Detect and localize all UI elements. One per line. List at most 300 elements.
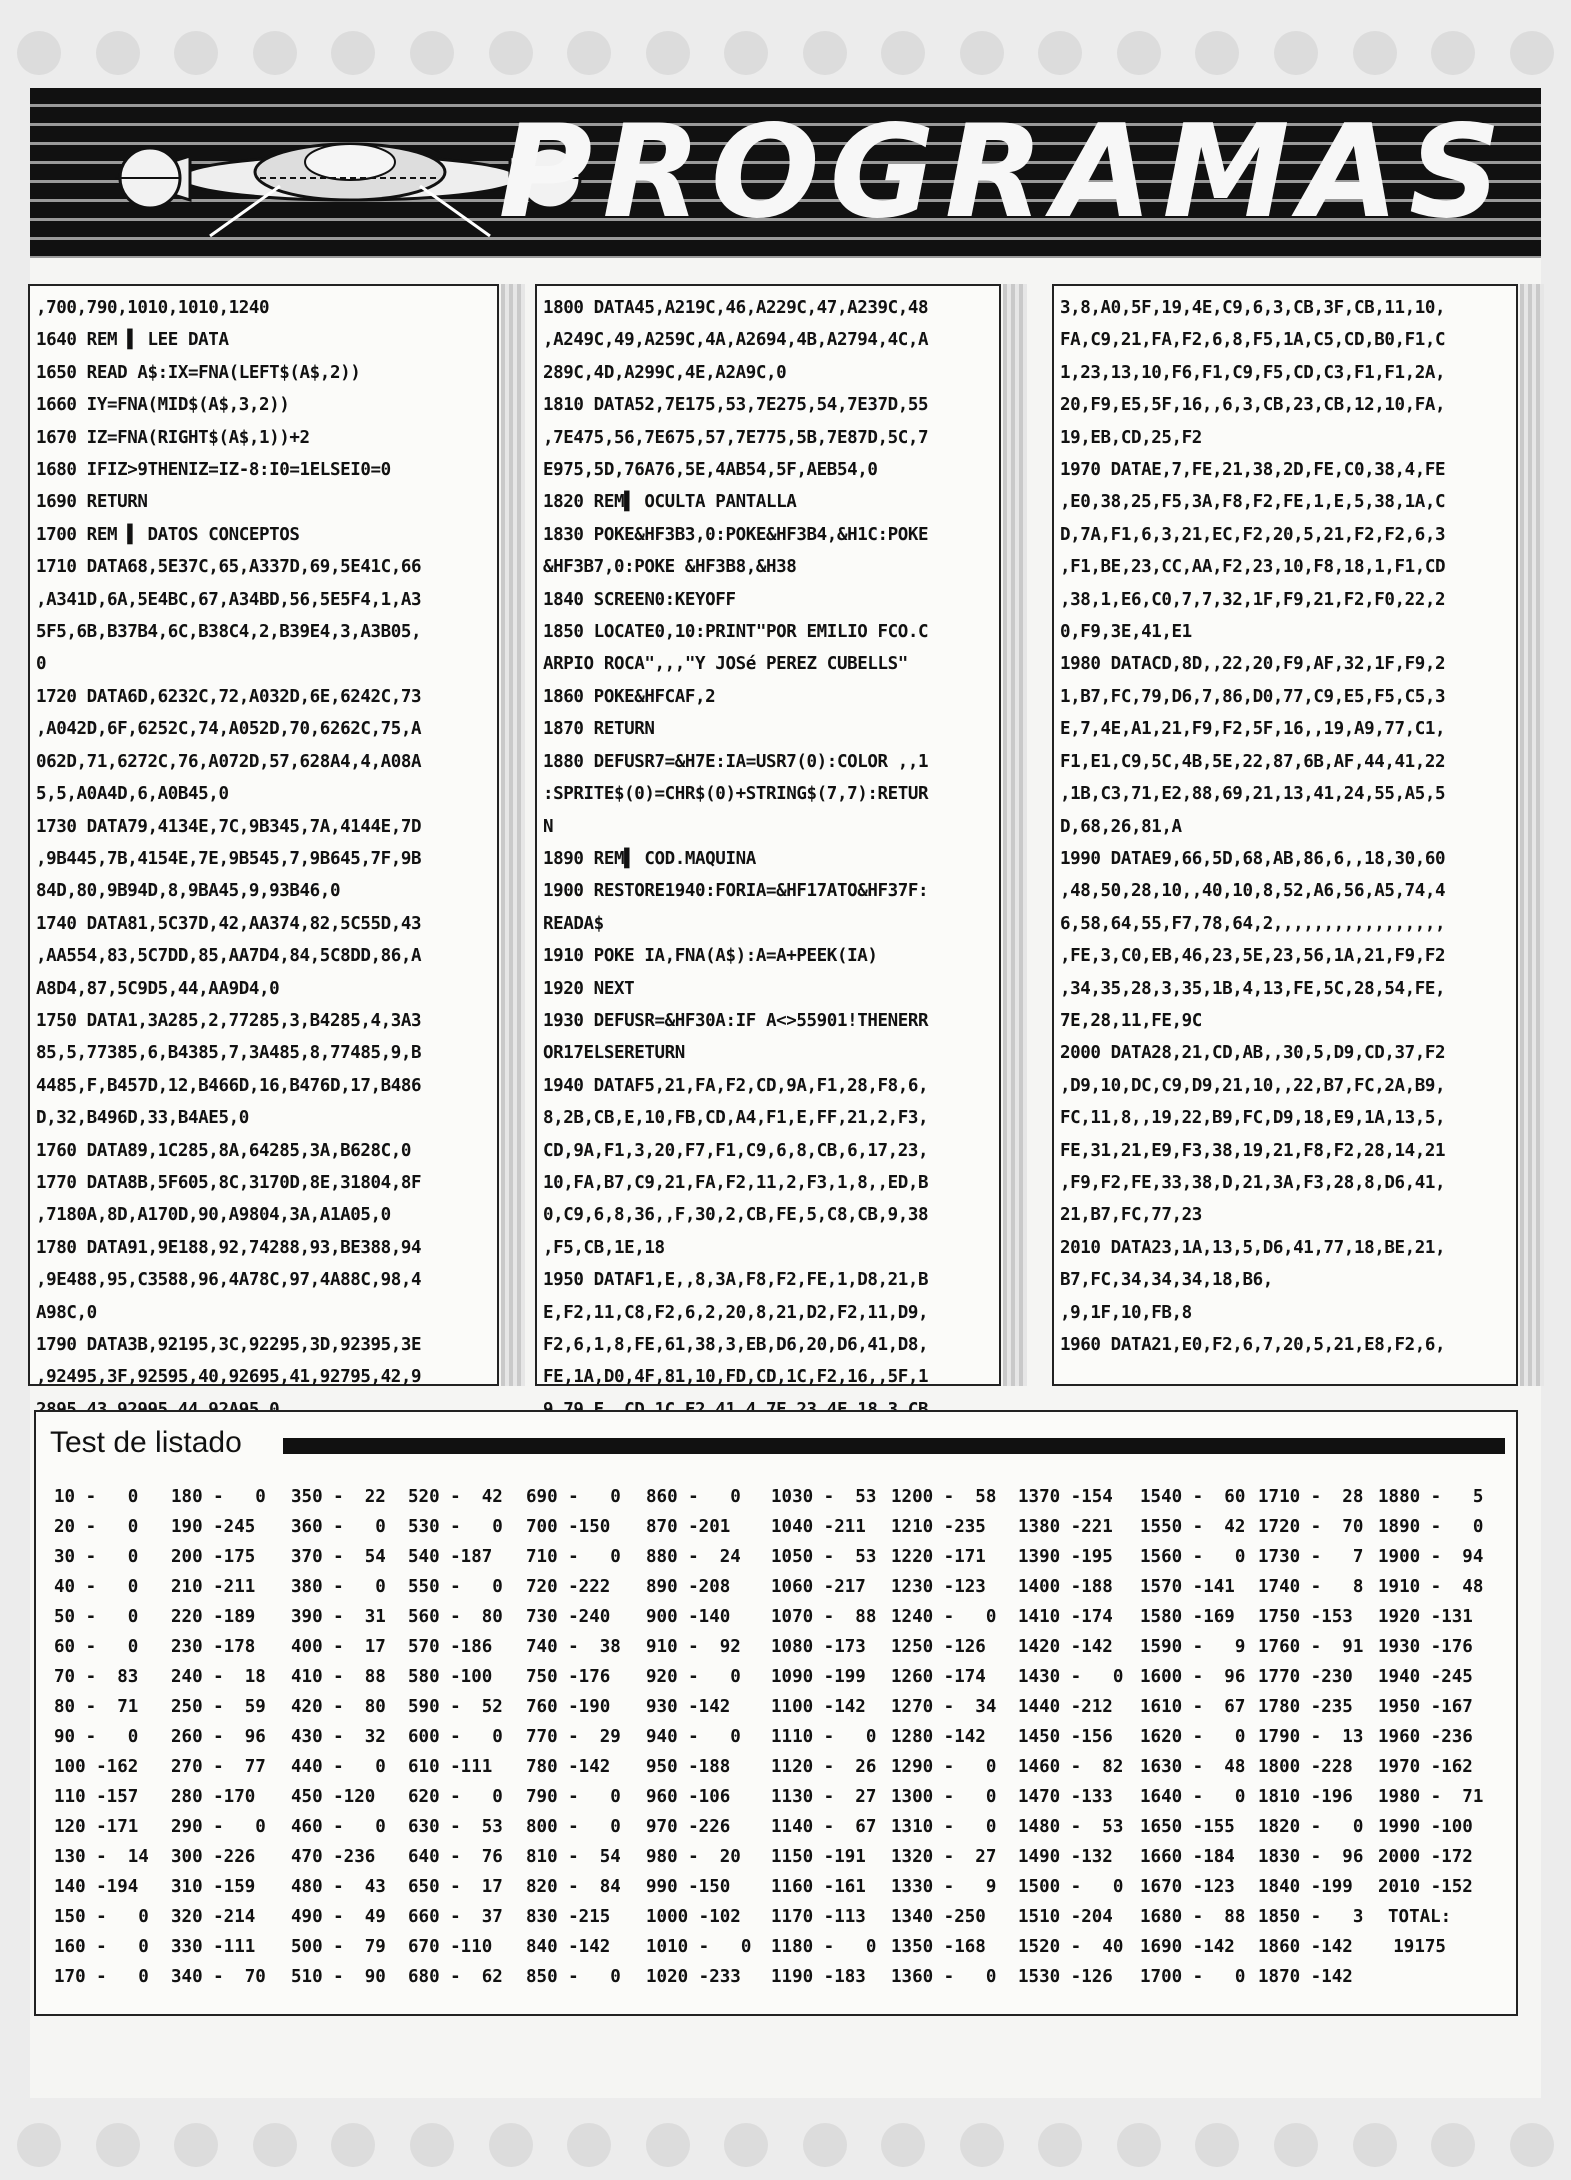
- checksum-entry: 470 -236: [291, 1847, 376, 1867]
- checksum-entry: 1900 - 94: [1378, 1547, 1484, 1567]
- checksum-entry: 1000 -102: [646, 1907, 741, 1927]
- checksum-entry: 1370 -154: [1018, 1487, 1113, 1507]
- code-line: 1700 REM ▌ DATOS CONCEPTOS: [36, 524, 300, 545]
- checksum-entry: 1110 - 0: [771, 1727, 877, 1747]
- checksum-entry: 1820 - 0: [1258, 1817, 1364, 1837]
- checksum-entry: 610 -111: [408, 1757, 493, 1777]
- checksum-entry: 540 -187: [408, 1547, 493, 1567]
- checksum-entry: 260 - 96: [171, 1727, 266, 1747]
- checksum-entry: 1440 -212: [1018, 1697, 1113, 1717]
- checksum-entry: 500 - 79: [291, 1937, 386, 1957]
- checksum-entry: 570 -186: [408, 1637, 493, 1657]
- code-line: 1890 REM▌ COD.MAQUINA: [543, 848, 756, 869]
- checksum-entry: 20 - 0: [54, 1517, 139, 1537]
- code-line: A98C,0: [36, 1302, 97, 1323]
- code-line: ,E0,38,25,F5,3A,F8,F2,FE,1,E,5,38,1A,C: [1060, 492, 1446, 513]
- checksum-entry: 1980 - 71: [1378, 1787, 1484, 1807]
- checksum-entry: 1030 - 53: [771, 1487, 877, 1507]
- checksum-entry: 1860 -142: [1258, 1937, 1353, 1957]
- checksum-entry: 800 - 0: [526, 1817, 621, 1837]
- code-line: 1760 DATA89,1C285,8A,64285,3A,B628C,0: [36, 1140, 412, 1161]
- checksum-entry: 130 - 14: [54, 1847, 149, 1867]
- checksum-entry: 490 - 49: [291, 1907, 386, 1927]
- code-line: ,F9,F2,FE,33,38,D,21,3A,F3,28,8,D6,41,: [1060, 1172, 1446, 1193]
- checksum-entry: 1930 -176: [1378, 1637, 1473, 1657]
- code-line: 1680 IFIZ>9THENIZ=IZ-8:I0=1ELSEI0=0: [36, 460, 391, 481]
- code-line: 84D,80,9B94D,8,9BA45,9,93B46,0: [36, 881, 341, 902]
- code-line: 1710 DATA68,5E37C,65,A337D,69,5E41C,66: [36, 557, 422, 578]
- checksum-entry: 1020 -233: [646, 1967, 741, 1987]
- code-line: FA,C9,21,FA,F2,6,8,F5,1A,C5,CD,B0,F1,C: [1060, 330, 1446, 351]
- checksum-entry: 1310 - 0: [891, 1817, 997, 1837]
- checksum-entry: 1730 - 7: [1258, 1547, 1364, 1567]
- checksum-entry: 90 - 0: [54, 1727, 139, 1747]
- checksum-entry: 820 - 84: [526, 1877, 621, 1897]
- checksum-entry: 650 - 17: [408, 1877, 503, 1897]
- checksum-entry: 1500 - 0: [1018, 1877, 1124, 1897]
- checksum-entry: 900 -140: [646, 1607, 731, 1627]
- checksum-entry: 1480 - 53: [1018, 1817, 1124, 1837]
- checksum-entry: 140 -194: [54, 1877, 139, 1897]
- checksum-entry: 660 - 37: [408, 1907, 503, 1927]
- code-line: 5,5,A0A4D,6,A0B45,0: [36, 784, 229, 805]
- listing-column-1: [28, 284, 499, 1386]
- checksum-entry: 680 - 62: [408, 1967, 503, 1987]
- code-line: 1910 POKE IA,FNA(A$):A=A+PEEK(IA): [543, 946, 878, 967]
- checksum-entry: 1260 -174: [891, 1667, 986, 1687]
- checksum-entry: 1140 - 67: [771, 1817, 877, 1837]
- checksum-total: [1388, 1902, 1451, 1962]
- checksum-entry: 640 - 76: [408, 1847, 503, 1867]
- checksum-entry: 1880 - 5: [1378, 1487, 1484, 1507]
- checksum-entry: 1720 - 70: [1258, 1517, 1364, 1537]
- code-line: 1930 DEFUSR=&HF30A:IF A<>55901!THENERR: [543, 1010, 929, 1031]
- code-line: 1820 REM▌ OCULTA PANTALLA: [543, 492, 797, 513]
- checksum-entry: 750 -176: [526, 1667, 611, 1687]
- checksum-entry: 1450 -156: [1018, 1727, 1113, 1747]
- checksum-entry: 1410 -174: [1018, 1607, 1113, 1627]
- checksum-entry: 780 -142: [526, 1757, 611, 1777]
- code-line: 4485,F,B457D,12,B466D,16,B476D,17,B486: [36, 1075, 422, 1096]
- code-line: 1720 DATA6D,6232C,72,A032D,6E,6242C,73: [36, 686, 422, 707]
- code-line: 1670 IZ=FNA(RIGHT$(A$,1))+2: [36, 427, 310, 448]
- code-line: 10,FA,B7,C9,21,FA,F2,11,2,F3,1,8,,ED,B: [543, 1172, 929, 1193]
- code-line: 1750 DATA1,3A285,2,77285,3,B4285,4,3A3: [36, 1010, 422, 1031]
- title-rule: [283, 1438, 1505, 1454]
- code-line: ,34,35,28,3,35,1B,4,13,FE,5C,28,54,FE,: [1060, 978, 1446, 999]
- checksum-entry: 1890 - 0: [1378, 1517, 1484, 1537]
- checksum-entry: 1960 -236: [1378, 1727, 1473, 1747]
- checksum-entry: 940 - 0: [646, 1727, 741, 1747]
- checksum-entry: 1850 - 3: [1258, 1907, 1364, 1927]
- checksum-entry: 2000 -172: [1378, 1847, 1473, 1867]
- code-line: D,32,B496D,33,B4AE5,0: [36, 1108, 249, 1129]
- code-line: A8D4,87,5C9D5,44,AA9D4,0: [36, 978, 280, 999]
- checksum-entry: 1520 - 40: [1018, 1937, 1124, 1957]
- checksum-column: [1378, 1482, 1483, 1902]
- checksum-entry: 1220 -171: [891, 1547, 986, 1567]
- code-line: 1650 READ A$:IX=FNA(LEFT$(A$,2)): [36, 362, 361, 383]
- section-title: PROGRAMAS: [498, 98, 1511, 247]
- code-line: CD,9A,F1,3,20,F7,F1,C9,6,8,CB,6,17,23,: [543, 1140, 929, 1161]
- listing-column-3: [1052, 284, 1518, 1386]
- code-line: 0: [36, 654, 47, 675]
- checksum-entry: 120 -171: [54, 1817, 139, 1837]
- code-line: 1980 DATACD,8D,,22,20,F9,AF,32,1F,F9,2: [1060, 654, 1446, 675]
- checksum-entry: 810 - 54: [526, 1847, 621, 1867]
- code-line: 1920 NEXT: [543, 978, 635, 999]
- checksum-entry: 150 - 0: [54, 1907, 149, 1927]
- checksum-entry: 1990 -100: [1378, 1817, 1473, 1837]
- checksum-entry: 1540 - 60: [1140, 1487, 1246, 1507]
- checksum-entry: 1150 -191: [771, 1847, 866, 1867]
- checksum-entry: 1760 - 91: [1258, 1637, 1364, 1657]
- checksum-entry: 1710 - 28: [1258, 1487, 1364, 1507]
- checksum-entry: 1340 -250: [891, 1907, 986, 1927]
- code-line: ,92495,3F,92595,40,92695,41,92795,42,9: [36, 1367, 422, 1388]
- checksum-entry: 1180 - 0: [771, 1937, 877, 1957]
- checksum-entry: 1560 - 0: [1140, 1547, 1246, 1567]
- checksum-entry: 970 -226: [646, 1817, 731, 1837]
- code-line: FE,1A,D0,4F,81,10,FD,CD,1C,F2,16,,5F,1: [543, 1367, 929, 1388]
- checksum-entry: 1970 -162: [1378, 1757, 1473, 1777]
- checksum-entry: 340 - 70: [171, 1967, 266, 1987]
- code-line: B7,FC,34,34,34,18,B6,: [1060, 1270, 1273, 1291]
- code-line: 19,EB,CD,25,F2: [1060, 427, 1202, 448]
- code-line: 1970 DATAE,7,FE,21,38,2D,FE,C0,38,4,FE: [1060, 460, 1446, 481]
- checksum-entry: 350 - 22: [291, 1487, 386, 1507]
- checksum-entry: 400 - 17: [291, 1637, 386, 1657]
- code-line: &HF3B7,0:POKE &HF3B8,&H38: [543, 557, 797, 578]
- checksum-entry: 380 - 0: [291, 1577, 386, 1597]
- code-line: ,A341D,6A,5E4BC,67,A34BD,56,5E5F4,1,A3: [36, 589, 422, 610]
- code-line: ,9E488,95,C3588,96,4A78C,97,4A88C,98,4: [36, 1270, 422, 1291]
- code-line: 1780 DATA91,9E188,92,74288,93,BE388,94: [36, 1237, 422, 1258]
- checksum-entry: 60 - 0: [54, 1637, 139, 1657]
- checksum-entry: 840 -142: [526, 1937, 611, 1957]
- code-line: ,1B,C3,71,E2,88,69,21,13,41,24,55,A5,5: [1060, 784, 1446, 805]
- checksum-entry: 890 -208: [646, 1577, 731, 1597]
- checksum-entry: 960 -106: [646, 1787, 731, 1807]
- checksum-entry: 270 - 77: [171, 1757, 266, 1777]
- checksum-entry: 630 - 53: [408, 1817, 503, 1837]
- code-line: ,7180A,8D,A170D,90,A9804,3A,A1A05,0: [36, 1205, 391, 1226]
- checksum-entry: 190 -245: [171, 1517, 256, 1537]
- checksum-column: [771, 1482, 876, 1992]
- checksum-entry: 720 -222: [526, 1577, 611, 1597]
- code-line: 2010 DATA23,1A,13,5,D6,41,77,18,BE,21,: [1060, 1237, 1446, 1258]
- checksum-entry: 850 - 0: [526, 1967, 621, 1987]
- bottom-decorative-dots: [0, 2110, 1571, 2180]
- checksum-entry: 240 - 18: [171, 1667, 266, 1687]
- checksum-entry: 1090 -199: [771, 1667, 866, 1687]
- checksum-entry: 1920 -131: [1378, 1607, 1473, 1627]
- code-line: ,48,50,28,10,,40,10,8,52,A6,56,A5,74,4: [1060, 881, 1446, 902]
- code-line: 1790 DATA3B,92195,3C,92295,3D,92395,3E: [36, 1335, 422, 1355]
- checksum-entry: 1640 - 0: [1140, 1787, 1246, 1807]
- checksum-entry: 370 - 54: [291, 1547, 386, 1567]
- checksum-entry: 670 -110: [408, 1937, 493, 1957]
- code-line: 1640 REM ▌ LEE DATA: [36, 330, 229, 351]
- checksum-entry: 1350 -168: [891, 1937, 986, 1957]
- total-label: TOTAL:: [1388, 1907, 1452, 1927]
- checksum-entry: 730 -240: [526, 1607, 611, 1627]
- checksum-entry: 1200 - 58: [891, 1487, 997, 1507]
- checksum-entry: 480 - 43: [291, 1877, 386, 1897]
- code-line: OR17ELSERETURN: [543, 1043, 685, 1064]
- checksum-entry: 1330 - 9: [891, 1877, 997, 1897]
- code-line: 1860 POKE&HFCAF,2: [543, 686, 716, 707]
- checksum-entry: 280 -170: [171, 1787, 256, 1807]
- code-line: 1870 RETURN: [543, 719, 655, 740]
- code-line: ,A249C,49,A259C,4A,A2694,4B,A2794,4C,A: [543, 330, 929, 351]
- checksum-entry: 880 - 24: [646, 1547, 741, 1567]
- checksum-entry: 1610 - 67: [1140, 1697, 1246, 1717]
- test-de-listado-box: [34, 1410, 1518, 2016]
- code-line: 1,23,13,10,F6,F1,C9,F5,CD,C3,F1,F1,2A,: [1060, 362, 1446, 383]
- checksum-entry: 1550 - 42: [1140, 1517, 1246, 1537]
- checksum-entry: 1250 -126: [891, 1637, 986, 1657]
- checksum-entry: 220 -189: [171, 1607, 256, 1627]
- checksum-entry: 1240 - 0: [891, 1607, 997, 1627]
- checksum-entry: 300 -226: [171, 1847, 256, 1867]
- code-line: FC,11,8,,19,22,B9,FC,D9,18,E9,1A,13,5,: [1060, 1108, 1446, 1129]
- checksum-entry: 1770 -230: [1258, 1667, 1353, 1687]
- code-line: ARPIO ROCA",,,"Y JOSé PEREZ CUBELLS": [543, 654, 908, 675]
- code-line: 1740 DATA81,5C37D,42,AA374,82,5C55D,43: [36, 913, 422, 934]
- checksum-entry: 1810 -196: [1258, 1787, 1353, 1807]
- magazine-page: [30, 88, 1541, 2098]
- checksum-entry: 1780 -235: [1258, 1697, 1353, 1717]
- checksum-entry: 1100 -142: [771, 1697, 866, 1717]
- checksum-entry: 50 - 0: [54, 1607, 139, 1627]
- listing-column-2: [535, 284, 1001, 1386]
- checksum-column: [1018, 1482, 1123, 1992]
- code-line: 20,F9,E5,5F,16,,6,3,CB,23,CB,12,10,FA,: [1060, 395, 1446, 416]
- checksum-entry: 1040 -211: [771, 1517, 866, 1537]
- checksum-entry: 1940 -245: [1378, 1667, 1473, 1687]
- checksum-entry: 110 -157: [54, 1787, 139, 1807]
- checksum-entry: 710 - 0: [526, 1547, 621, 1567]
- checksum-entry: 990 -150: [646, 1877, 731, 1897]
- checksum-entry: 530 - 0: [408, 1517, 503, 1537]
- code-line: ,A042D,6F,6252C,74,A052D,70,6262C,75,A: [36, 719, 422, 740]
- checksum-entry: 1380 -221: [1018, 1517, 1113, 1537]
- test-listado-title: Test de listado: [50, 1426, 242, 1459]
- checksum-column: [1258, 1482, 1363, 1992]
- code-line: ,D9,10,DC,C9,D9,21,10,,22,B7,FC,2A,B9,: [1060, 1075, 1446, 1096]
- code-line: FE,31,21,E9,F3,38,19,21,F8,F2,28,14,21: [1060, 1140, 1446, 1161]
- checksum-column: [891, 1482, 996, 1992]
- checksum-entry: 1130 - 27: [771, 1787, 877, 1807]
- checksum-entry: 180 - 0: [171, 1487, 266, 1507]
- checksum-entry: 360 - 0: [291, 1517, 386, 1537]
- code-line: 0,F9,3E,41,E1: [1060, 622, 1192, 643]
- checksum-entry: 560 - 80: [408, 1607, 503, 1627]
- checksum-entry: 1700 - 0: [1140, 1967, 1246, 1987]
- checksum-entry: 790 - 0: [526, 1787, 621, 1807]
- checksum-entry: 30 - 0: [54, 1547, 139, 1567]
- checksum-entry: 1120 - 26: [771, 1757, 877, 1777]
- checksum-entry: 250 - 59: [171, 1697, 266, 1717]
- checksum-entry: 1190 -183: [771, 1967, 866, 1987]
- checksum-entry: 1430 - 0: [1018, 1667, 1124, 1687]
- code-line: 1,B7,FC,79,D6,7,86,D0,77,C9,E5,F5,C5,3: [1060, 686, 1446, 707]
- checksum-column: [54, 1482, 149, 1992]
- column-divider: [1520, 284, 1544, 1386]
- checksum-entry: 1800 -228: [1258, 1757, 1353, 1777]
- checksum-entry: 450 -120: [291, 1787, 376, 1807]
- code-line: 1960 DATA21,E0,F2,6,7,20,5,21,E8,F2,6,: [1060, 1335, 1446, 1355]
- checksum-entry: 1600 - 96: [1140, 1667, 1246, 1687]
- checksum-entry: 1590 - 9: [1140, 1637, 1246, 1657]
- checksum-entry: 230 -178: [171, 1637, 256, 1657]
- checksum-entry: 1080 -173: [771, 1637, 866, 1657]
- top-decorative-dots: [0, 18, 1571, 88]
- code-line: 3,8,A0,5F,19,4E,C9,6,3,CB,3F,CB,11,10,: [1060, 298, 1446, 318]
- checksum-entry: 1390 -195: [1018, 1547, 1113, 1567]
- code-line: F1,E1,C9,5C,4B,5E,22,87,6B,AF,44,41,22: [1060, 751, 1446, 772]
- checksum-entry: 1210 -235: [891, 1517, 986, 1537]
- code-line: 1900 RESTORE1940:FORIA=&HF17ATO&HF37F:: [543, 881, 929, 902]
- checksum-entry: 1660 -184: [1140, 1847, 1235, 1867]
- checksum-entry: 1510 -204: [1018, 1907, 1113, 1927]
- code-line: 1730 DATA79,4134E,7C,9B345,7A,4144E,7D: [36, 816, 422, 837]
- code-line: N: [543, 816, 554, 837]
- checksum-entry: 1470 -133: [1018, 1787, 1113, 1807]
- checksum-entry: 1290 - 0: [891, 1757, 997, 1777]
- checksum-entry: 390 - 31: [291, 1607, 386, 1627]
- checksum-entry: 330 -111: [171, 1937, 256, 1957]
- checksum-entry: 2010 -152: [1378, 1877, 1473, 1897]
- checksum-entry: 1650 -155: [1140, 1817, 1235, 1837]
- checksum-entry: 1300 - 0: [891, 1787, 997, 1807]
- code-line: D,7A,F1,6,3,21,EC,F2,20,5,21,F2,F2,6,3: [1060, 524, 1446, 545]
- checksum-entry: 1400 -188: [1018, 1577, 1113, 1597]
- code-line: 062D,71,6272C,76,A072D,57,628A4,4,A08A: [36, 751, 422, 772]
- checksum-entry: 550 - 0: [408, 1577, 503, 1597]
- checksum-entry: 830 -215: [526, 1907, 611, 1927]
- code-line: ,F1,BE,23,CC,AA,F2,23,10,F8,18,1,F1,CD: [1060, 557, 1446, 578]
- checksum-entry: 100 -162: [54, 1757, 139, 1777]
- checksum-entry: 170 - 0: [54, 1967, 149, 1987]
- checksum-entry: 1490 -132: [1018, 1847, 1113, 1867]
- code-line: 1840 SCREEN0:KEYOFF: [543, 589, 736, 610]
- checksum-entry: 1280 -142: [891, 1727, 986, 1747]
- checksum-entry: 620 - 0: [408, 1787, 503, 1807]
- code-line: 5F5,6B,B37B4,6C,B38C4,2,B39E4,3,A3B05,: [36, 622, 422, 643]
- code-line: 1810 DATA52,7E175,53,7E275,54,7E37D,55: [543, 395, 929, 416]
- checksum-entry: 1070 - 88: [771, 1607, 877, 1627]
- code-line: 1880 DEFUSR7=&H7E:IA=USR7(0):COLOR ,,1: [543, 751, 929, 772]
- checksum-entry: 520 - 42: [408, 1487, 503, 1507]
- checksum-entry: 430 - 32: [291, 1727, 386, 1747]
- checksum-entry: 1680 - 88: [1140, 1907, 1246, 1927]
- code-line: F2,6,1,8,FE,61,38,3,EB,D6,20,D6,41,D8,: [543, 1335, 929, 1355]
- checksum-entry: 590 - 52: [408, 1697, 503, 1717]
- checksum-entry: 80 - 71: [54, 1697, 139, 1717]
- checksum-entry: 1050 - 53: [771, 1547, 877, 1567]
- checksum-entry: 760 -190: [526, 1697, 611, 1717]
- code-line: 1800 DATA45,A219C,46,A229C,47,A239C,48: [543, 298, 929, 318]
- checksum-entry: 1320 - 27: [891, 1847, 997, 1867]
- code-line: 1690 RETURN: [36, 492, 148, 513]
- code-line: E,F2,11,C8,F2,6,2,20,8,21,D2,F2,11,D9,: [543, 1302, 929, 1323]
- checksum-entry: 200 -175: [171, 1547, 256, 1567]
- code-line: 1660 IY=FNA(MID$(A$,3,2)): [36, 395, 290, 416]
- checksum-column: [408, 1482, 503, 1992]
- checksum-entry: 1460 - 82: [1018, 1757, 1124, 1777]
- code-line: E975,5D,76A76,5E,4AB54,5F,AEB54,0: [543, 460, 878, 481]
- checksum-entry: 1870 -142: [1258, 1967, 1353, 1987]
- column-divider: [1003, 284, 1027, 1386]
- code-line: ,F5,CB,1E,18: [543, 1237, 665, 1258]
- checksum-entry: 580 -100: [408, 1667, 493, 1687]
- code-line: :SPRITE$(0)=CHR$(0)+STRING$(7,7):RETUR: [543, 784, 929, 805]
- total-value: 19175: [1393, 1937, 1446, 1957]
- checksum-entry: 460 - 0: [291, 1817, 386, 1837]
- code-line: 0,C9,6,8,36,,F,30,2,CB,FE,5,C8,CB,9,38: [543, 1205, 929, 1226]
- checksum-entry: 1750 -153: [1258, 1607, 1353, 1627]
- checksum-entry: 690 - 0: [526, 1487, 621, 1507]
- code-line: D,68,26,81,A: [1060, 816, 1182, 837]
- code-line: ,9,1F,10,FB,8: [1060, 1302, 1192, 1323]
- checksum-entry: 1630 - 48: [1140, 1757, 1246, 1777]
- checksum-entry: 1620 - 0: [1140, 1727, 1246, 1747]
- checksum-entry: 1270 - 34: [891, 1697, 997, 1717]
- code-line: ,9B445,7B,4154E,7E,9B545,7,9B645,7F,9B: [36, 848, 422, 869]
- checksum-entry: 600 - 0: [408, 1727, 503, 1747]
- checksum-entry: 1170 -113: [771, 1907, 866, 1927]
- checksum-entry: 1360 - 0: [891, 1967, 997, 1987]
- checksum-entry: 1950 -167: [1378, 1697, 1473, 1717]
- checksum-entry: 210 -211: [171, 1577, 256, 1597]
- checksum-entry: 1060 -217: [771, 1577, 866, 1597]
- code-line: 1830 POKE&HF3B3,0:POKE&HF3B4,&H1C:POKE: [543, 524, 929, 545]
- checksum-entry: 1010 - 0: [646, 1937, 752, 1957]
- checksum-entry: 1690 -142: [1140, 1937, 1235, 1957]
- checksum-entry: 1740 - 8: [1258, 1577, 1364, 1597]
- checksum-entry: 420 - 80: [291, 1697, 386, 1717]
- code-line: 1950 DATAF1,E,,8,3A,F8,F2,FE,1,D8,21,B: [543, 1270, 929, 1291]
- section-banner: [30, 88, 1541, 258]
- code-line: ,FE,3,C0,EB,46,23,5E,23,56,1A,21,F9,F2: [1060, 946, 1446, 967]
- checksum-column: [646, 1482, 751, 1992]
- checksum-entry: 860 - 0: [646, 1487, 741, 1507]
- checksum-entry: 1670 -123: [1140, 1877, 1235, 1897]
- checksum-entry: 310 -159: [171, 1877, 256, 1897]
- code-line: READA$: [543, 913, 604, 934]
- checksum-entry: 1530 -126: [1018, 1967, 1113, 1987]
- checksum-entry: 1790 - 13: [1258, 1727, 1364, 1747]
- checksum-entry: 770 - 29: [526, 1727, 621, 1747]
- code-line: 6,58,64,55,F7,78,64,2,,,,,,,,,,,,,,,,,: [1060, 913, 1446, 934]
- checksum-entry: 40 - 0: [54, 1577, 139, 1597]
- code-line: 85,5,77385,6,B4385,7,3A485,8,77485,9,B: [36, 1043, 422, 1064]
- checksum-entry: 160 - 0: [54, 1937, 149, 1957]
- checksum-entry: 700 -150: [526, 1517, 611, 1537]
- checksum-entry: 320 -214: [171, 1907, 256, 1927]
- checksum-column: [291, 1482, 386, 1992]
- checksum-entry: 1420 -142: [1018, 1637, 1113, 1657]
- code-line: 8,2B,CB,E,10,FB,CD,A4,F1,E,FF,21,2,F3,: [543, 1108, 929, 1129]
- checksum-entry: 70 - 83: [54, 1667, 139, 1687]
- checksum-entry: 1840 -199: [1258, 1877, 1353, 1897]
- checksum-entry: 930 -142: [646, 1697, 731, 1717]
- column-divider: [501, 284, 525, 1386]
- checksum-entry: 410 - 88: [291, 1667, 386, 1687]
- checksum-entry: 870 -201: [646, 1517, 731, 1537]
